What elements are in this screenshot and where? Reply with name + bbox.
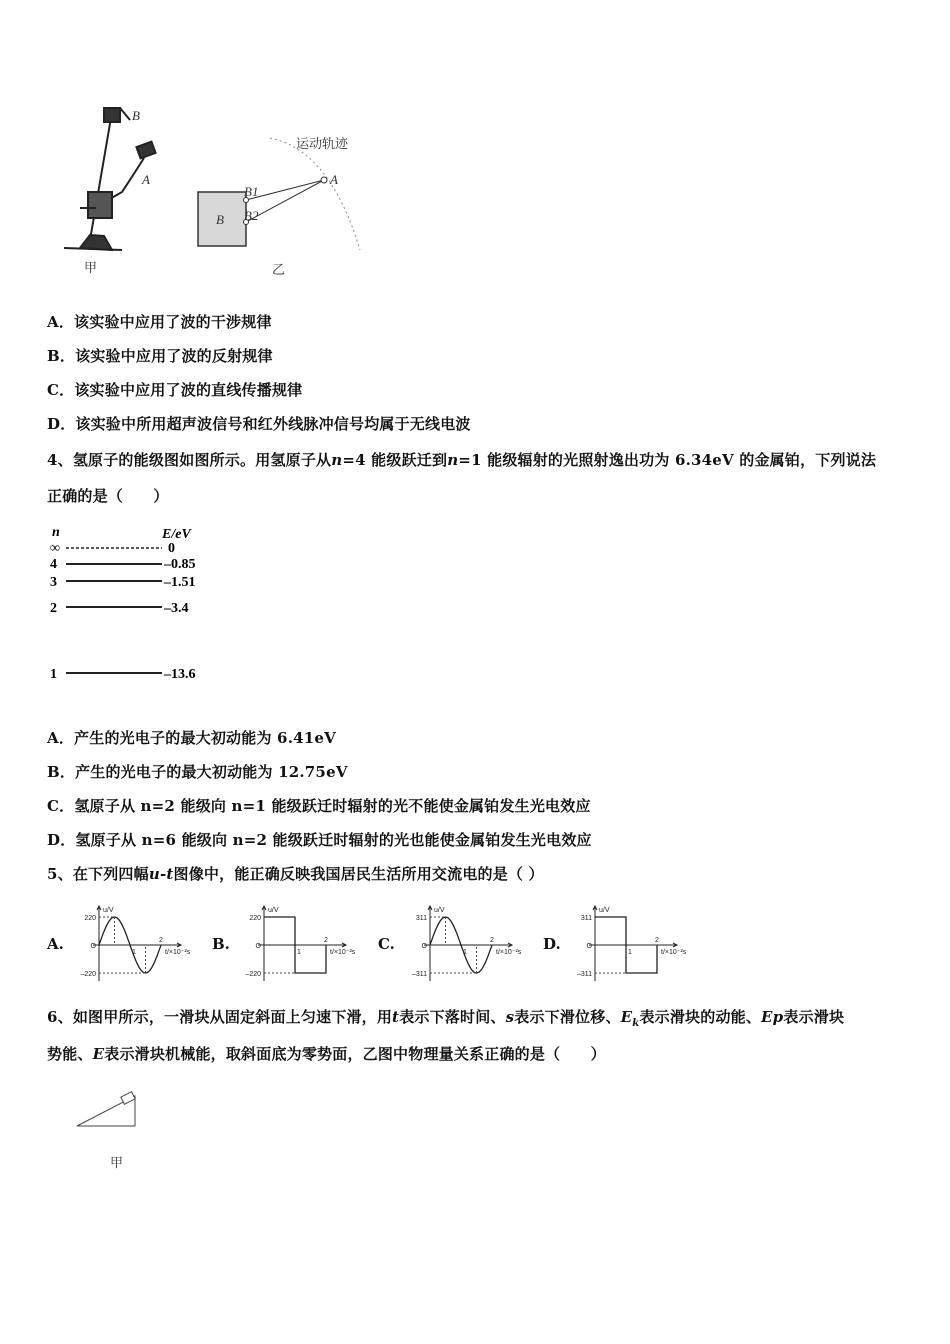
origin-label: O	[90, 943, 96, 950]
level-e-2: –3.4	[164, 601, 189, 616]
q5-ut-graph	[232, 903, 356, 983]
q4-stem-line1: 4、氢原子的能级图如图所示。用氢原子从n=4 能级跃迁到n=1 能级辐射的光照射逸出功为 6.34eV 的金属铂，下列说法	[47, 451, 877, 469]
tick-label-1: 1	[132, 949, 136, 956]
tick-label-2: 2	[655, 937, 659, 944]
origin-label: O	[421, 943, 427, 950]
label-a-apparatus: A	[142, 172, 150, 187]
incline-label-jia: 甲	[110, 1155, 124, 1170]
amplitude-label: 220	[249, 915, 261, 922]
q5-option-letter: B.	[212, 935, 230, 953]
origin-label: O	[255, 943, 261, 950]
tick-label-2: 2	[490, 937, 494, 944]
x-axis-label: t/×10⁻²s	[496, 949, 522, 956]
tick-label-1: 1	[628, 949, 632, 956]
label-track: 运动轨迹	[296, 136, 349, 151]
q5-option-letter: D.	[543, 935, 561, 953]
amplitude-label: 311	[415, 915, 427, 922]
y-axis-label: u/V	[434, 907, 445, 914]
q6-stem-line2: 势能、E表示滑块机械能，取斜面底为零势面，乙图中物理量关系正确的是（ ）	[47, 1045, 606, 1063]
label-b1: B1	[244, 184, 259, 199]
negative-amplitude-label: –220	[80, 971, 96, 978]
level-n-1: 1	[50, 667, 57, 682]
y-axis-label: u/V	[599, 907, 610, 914]
label-b-box: B	[216, 212, 224, 227]
q5-ut-graph	[563, 903, 687, 983]
diagram-yi	[198, 138, 360, 250]
x-axis-label: t/×10⁻²s	[661, 949, 687, 956]
tick-label-1: 1	[463, 949, 467, 956]
amplitude-label: 311	[580, 915, 592, 922]
label-b2: B2	[244, 208, 259, 223]
label-b-apparatus: B	[132, 108, 140, 123]
q3-option-d: D．该实验中所用超声波信号和红外线脉冲信号均属于无线电波	[47, 415, 471, 433]
level-e-3: –1.51	[164, 575, 196, 590]
energy-level-diagram	[44, 522, 224, 687]
incline-figure	[72, 1088, 147, 1173]
y-axis-label: u/V	[268, 907, 279, 914]
amplitude-label: 220	[84, 915, 96, 922]
q4-stem-line2: 正确的是（ ）	[47, 487, 169, 505]
y-axis-label: u/V	[103, 907, 114, 914]
label-yi: 乙	[272, 262, 286, 277]
level-n-4: 4	[50, 557, 57, 572]
level-e-1: –13.6	[164, 667, 196, 682]
negative-amplitude-label: –220	[245, 971, 261, 978]
q3-option-a: A．该实验中应用了波的干涉规律	[47, 313, 272, 331]
negative-amplitude-label: –311	[576, 971, 592, 978]
q5-option-letter: C.	[378, 935, 395, 953]
label-a-point: A	[330, 172, 338, 187]
q6-stem-line1: 6、如图甲所示，一滑块从固定斜面上匀速下滑，用t表示下落时间、s表示下滑位移、$E_k$表示滑块的动能、Ep表示滑块	[47, 1008, 845, 1029]
header-energy: E/eV	[162, 527, 191, 542]
level-e-4: –0.85	[164, 557, 196, 572]
tick-label-2: 2	[324, 937, 328, 944]
q4-option-d: D．氢原子从 n=6 能级向 n=2 能级跃迁时辐射的光也能使金属铂发生光电效应	[47, 831, 592, 849]
level-n-inf: ∞	[50, 541, 60, 556]
label-jia: 甲	[84, 260, 98, 275]
q5-option-letter: A.	[47, 935, 64, 953]
q3-option-c: C．该实验中应用了波的直线传播规律	[47, 381, 303, 399]
negative-amplitude-label: –311	[411, 971, 427, 978]
q3-option-b: B．该实验中应用了波的反射规律	[47, 347, 273, 365]
q4-option-c: C．氢原子从 n=2 能级向 n=1 能级跃迁时辐射的光不能使金属铂发生光电效应	[47, 797, 591, 815]
q4-option-a: A．产生的光电子的最大初动能为 6.41eV	[47, 729, 336, 747]
tick-label-1: 1	[297, 949, 301, 956]
x-axis-label: t/×10⁻²s	[330, 949, 356, 956]
q4-option-b: B．产生的光电子的最大初动能为 12.75eV	[47, 763, 348, 781]
q3-figure	[60, 100, 380, 285]
origin-label: O	[586, 943, 592, 950]
q5-stem: 5、在下列四幅u-t图像中，能正确反映我国居民生活所用交流电的是（ ）	[47, 865, 544, 883]
x-axis-label: t/×10⁻²s	[165, 949, 191, 956]
level-e-inf: 0	[168, 541, 175, 556]
header-n: n	[52, 525, 60, 540]
q5-ut-graph	[398, 903, 522, 983]
level-n-3: 3	[50, 575, 57, 590]
tick-label-2: 2	[159, 937, 163, 944]
q5-ut-graph	[67, 903, 191, 983]
level-n-2: 2	[50, 601, 57, 616]
